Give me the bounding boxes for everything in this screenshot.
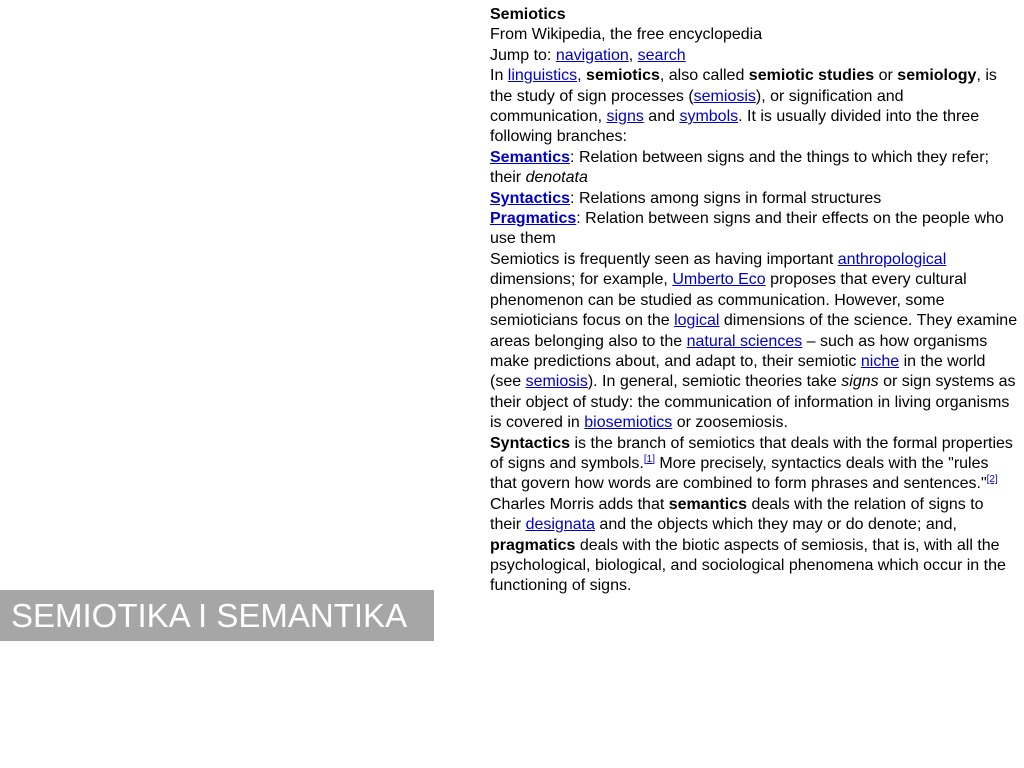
syntactics-paragraph: Syntactics is the branch of semiotics that deals with the formal properties of signs and symbols.[1] More precisely, syntactics deals with the "rules that govern how words are combined to form phrases and sentences."[2] Charles Morris adds that semantics deals with the relation of signs to their designata and the objects which they may or do denote; and, pragmatics deals with the biotic aspects of semiosis, that is, with all the psychological, biological, and sociological phenomena which occur in the functioning of signs. <box>490 434 1013 595</box>
navigation-link[interactable]: navigation <box>555 46 629 64</box>
designata-link[interactable]: designata <box>525 516 595 534</box>
linguistics-link[interactable]: linguistics <box>507 67 578 85</box>
branch-pragmatics: Pragmatics: Relation between signs and their effects on the people who use them <box>490 210 1004 248</box>
pragmatics-link[interactable]: Pragmatics <box>490 210 577 228</box>
signs-link[interactable]: signs <box>606 108 644 126</box>
reference-1-link[interactable]: [1] <box>643 453 655 465</box>
semiosis-link-2[interactable]: semiosis <box>525 373 588 391</box>
article-source: From Wikipedia, the free encyclopedia <box>490 26 763 44</box>
niche-link[interactable]: niche <box>860 352 900 370</box>
reference-2-link[interactable]: [2] <box>986 474 998 486</box>
article-heading: Semiotics <box>490 6 566 23</box>
symbols-link[interactable]: symbols <box>679 108 739 126</box>
semantics-link[interactable]: Semantics <box>490 148 571 166</box>
branch-semantics: Semantics: Relation between signs and the things to which they refer; their denotata <box>490 148 989 187</box>
umberto-eco-link[interactable]: Umberto Eco <box>672 271 766 289</box>
intro-paragraph: In linguistics, semiotics, also called semiotic studies or semiology, is the study of sign processes (semiosis), or signification and communication, signs and symbols. It is usually divided into the three following branches: <box>490 67 997 146</box>
article <box>490 5 1018 597</box>
natural-sciences-link[interactable]: natural sciences <box>686 332 803 350</box>
biosemiotics-link[interactable]: biosemiotics <box>584 414 673 432</box>
branch-syntactics: Syntactics: Relations among signs in formal structures <box>490 189 882 207</box>
jump-to-line: Jump to: navigation, search <box>490 46 686 64</box>
syntactics-link[interactable]: Syntactics <box>490 189 571 207</box>
slide-title: SEMIOTIKA I SEMANTIKA <box>0 590 434 641</box>
anthropological-link[interactable]: anthropological <box>837 250 947 268</box>
logical-link[interactable]: logical <box>674 312 720 330</box>
search-link[interactable]: search <box>637 46 686 64</box>
anthropology-paragraph: Semiotics is frequently seen as having important anthropological dimensions; for example, Umberto Eco proposes that every cultural phenomenon can be studied as communication. However, some semioticians focus on the logical dimensions of the science. They examine areas belonging also to the natural sciences – such as how organisms make predictions about, and adapt to, their semiotic niche in the world (see semiosis). In general, semiotic theories take signs or sign systems as their object of study: the communication of information in living organisms is covered in biosemiotics or zoosemiosis. <box>490 250 1018 432</box>
semiosis-link[interactable]: semiosis <box>693 87 756 105</box>
